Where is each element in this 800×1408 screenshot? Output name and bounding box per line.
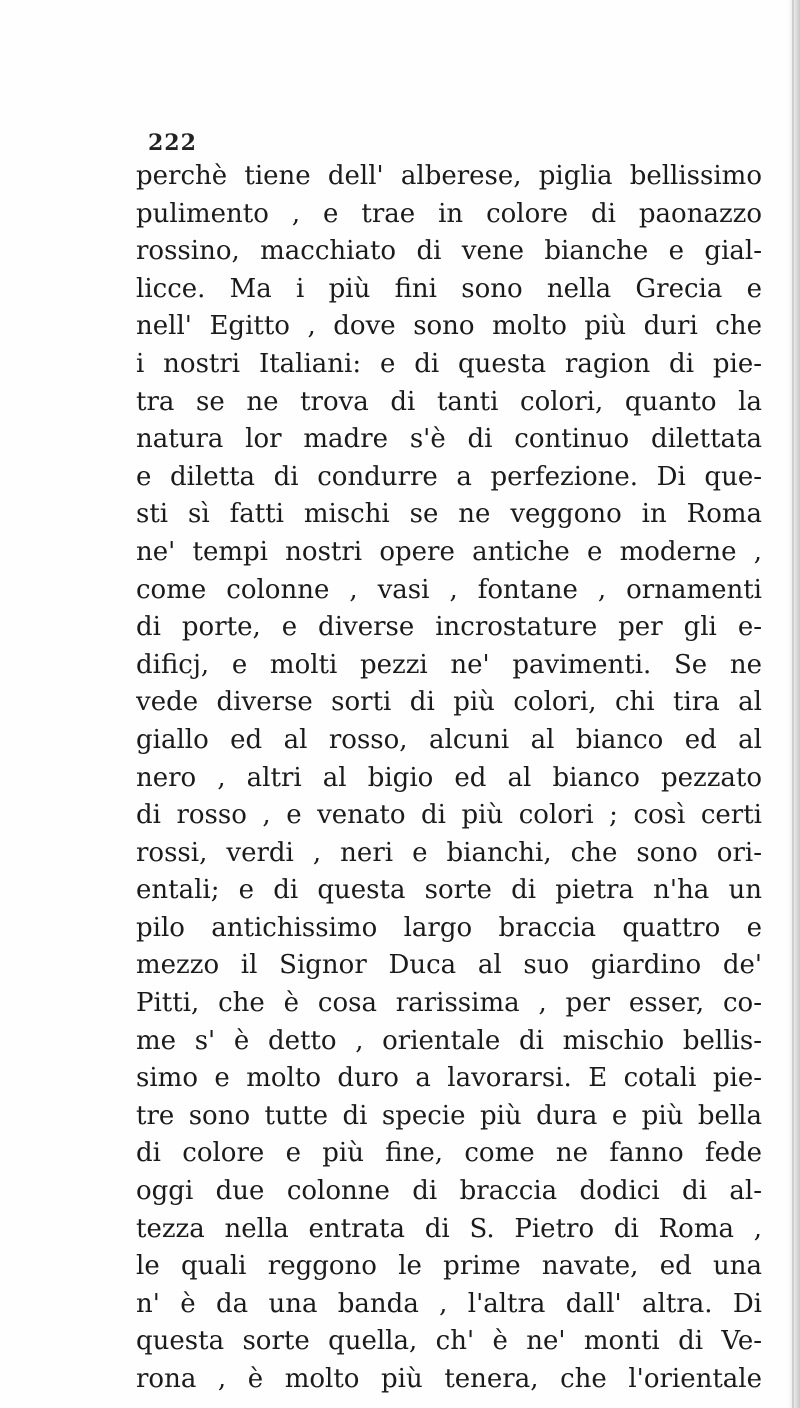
page-edge-shadow	[788, 0, 800, 1408]
text-line: le quali reggono le prime navate, ed una	[136, 1251, 762, 1282]
text-line: come colonne , vasi , fontane , ornamenti	[136, 574, 762, 605]
text-line: simo e molto duro a lavorarsi. E cotali pie-	[136, 1063, 762, 1094]
text-line: rona , è molto più tenera, che l'orientale	[136, 1364, 762, 1394]
text-line: di porte, e diverse incrostature per gli e-	[136, 612, 762, 643]
text-line: questa sorte quella, ch' è ne' monti di Ve-	[136, 1326, 762, 1357]
text-line: nell' Egitto , dove sono molto più duri che	[136, 311, 762, 342]
text-line: dificj, e molti pezzi ne' pavimenti. Se ne	[136, 649, 762, 680]
text-line: di rosso , e venato di più colori ; così certi	[136, 800, 762, 831]
body-text	[136, 158, 786, 1399]
text-line: i nostri Italiani: e di questa ragion di pie-	[136, 348, 762, 379]
text-line: nero , altri al bigio ed al bianco pezzato	[136, 762, 762, 793]
text-line: mezzo il Signor Duca al suo giardino de'	[136, 950, 762, 981]
text-line: pilo antichissimo largo braccia quattro e	[136, 912, 762, 943]
text-line: perchè tiene dell' alberese, piglia bellissimo	[136, 161, 762, 191]
text-line: n' è da una banda , l'altra dall' altra. Di	[136, 1288, 762, 1319]
text-line: tezza nella entrata di S. Pietro di Roma ,	[136, 1213, 762, 1244]
text-line: tre sono tutte di specie più dura e più bella	[136, 1100, 762, 1131]
text-line: natura lor madre s'è di continuo dilettata	[136, 424, 762, 455]
page-edge-line	[792, 0, 794, 1408]
text-line: sti sì fatti mischi se ne veggono in Roma	[136, 499, 762, 530]
text-line: oggi due colonne di braccia dodici di al-	[136, 1176, 762, 1207]
text-line: e diletta di condurre a perfezione. Di que-	[136, 461, 762, 492]
text-line: tra se ne trova di tanti colori, quanto la	[136, 386, 762, 417]
text-line: vede diverse sorti di più colori, chi tira al	[136, 687, 762, 718]
text-line: giallo ed al rosso, alcuni al bianco ed al	[136, 724, 762, 755]
text-line: rossino, macchiato di vene bianche e gial-	[136, 236, 762, 267]
text-line: rossi, verdi , neri e bianchi, che sono ori-	[136, 837, 762, 868]
text-line: pulimento , e trae in colore di paonazzo	[136, 198, 762, 229]
text-line: licce. Ma i più fini sono nella Grecia e	[136, 273, 762, 304]
page-number: 222	[148, 130, 197, 156]
text-line: entali; e di questa sorte di pietra n'ha un	[136, 875, 762, 906]
text-line: me s' è detto , orientale di mischio bellis-	[136, 1025, 762, 1056]
text-line: di colore e più fine, come ne fanno fede	[136, 1138, 762, 1169]
text-line: Pitti, che è cosa rarissima , per esser, co-	[136, 988, 762, 1019]
text-line: ne' tempi nostri opere antiche e moderne ,	[136, 536, 762, 567]
